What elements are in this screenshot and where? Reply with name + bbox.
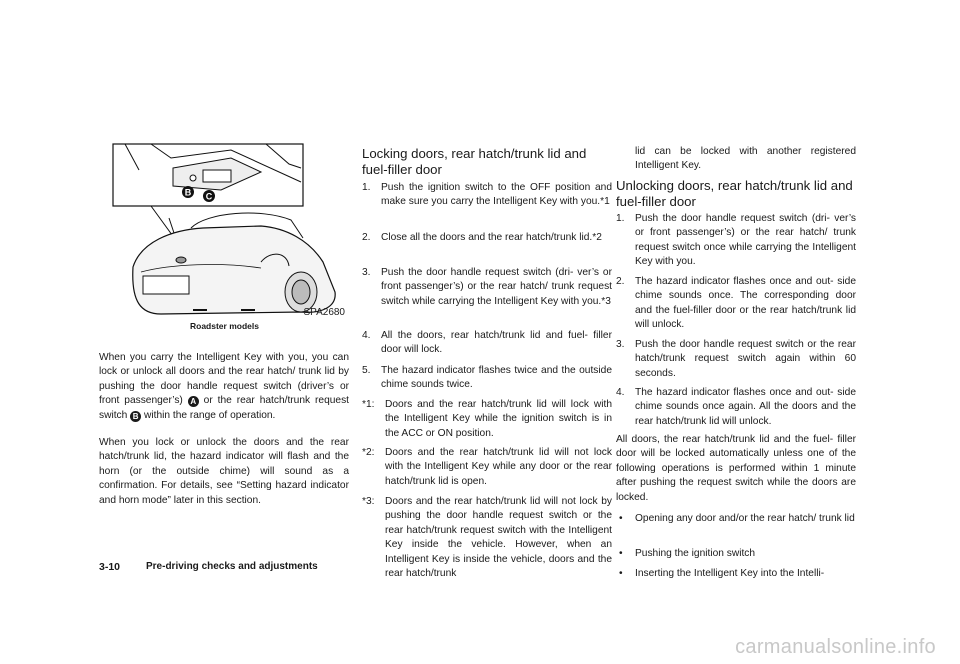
step-text: The hazard indicator flashes once and out- side chime sounds once. The corresponding door and the fuel-filler door or the rear hatch/trunk lid will unlock.: [635, 276, 856, 331]
bullet-text: Pushing the ignition switch: [635, 548, 756, 559]
bullet-text: Opening any door and/or the rear hatch/ trunk lid: [635, 513, 855, 524]
car-rear-illustration: [111, 142, 347, 320]
step-text: Push the door handle request switch or the rear hatch/trunk request switch again within 60 seconds.: [635, 339, 856, 379]
step-text: Push the ignition switch to the OFF position and make sure you carry the Intelligent Key with you.*1: [381, 182, 612, 208]
col1-p1-text-c: within the range of operation.: [144, 409, 276, 421]
bullet-icon: •: [619, 513, 623, 524]
section-title: Pre-driving checks and adjustments: [146, 561, 318, 572]
callout-b-badge: B: [130, 411, 141, 422]
step-number: 4.: [616, 387, 625, 398]
col1-p1-text-a: When you carry the Intelligent Key with you, you can lock or unlock all doors and the rear hatch/ trunk lid by pushing the door handle request switch (driver’s or front passenger’s): [99, 352, 349, 407]
callout-a-badge: A: [188, 396, 199, 407]
note-text: Doors and the rear hatch/trunk lid will not lock with the Intelligent Key while any door or the rear hatch/trunk lid is open.: [385, 447, 612, 487]
watermark: carmanualsonline.info: [735, 636, 936, 658]
locking-heading: Locking doors, rear hatch/trunk lid and fuel-filler door: [362, 146, 587, 177]
col1-p1-text-b: or the rear hatch/trunk request switch: [99, 395, 349, 421]
note-text: Doors and the rear hatch/trunk lid will not lock by pushing the door handle request switch or the rear hatch/trunk request switch with the Intelligent Key inside the vehicle. However, when an Intelligent Key is inside the vehicle, doors and the rear hatch/trunk: [385, 496, 612, 580]
step-text: Push the door handle request switch (dri- ver’s or front passenger’s) or the rear hatch/ trunk request switch while carrying the Intelligent Key with you.*3: [381, 267, 612, 307]
step-text: All the doors, rear hatch/trunk lid and fuel- filler door will lock.: [381, 330, 612, 356]
note-number: *2:: [362, 447, 375, 458]
svg-text:B: B: [184, 187, 192, 198]
step-text: Push the door handle request switch (dri- ver’s or front passenger’s) or the rear hatch/ trunk request switch once while carrying the Intelligent Key with you.: [635, 213, 856, 268]
step-number: 1.: [616, 213, 625, 224]
auto-lock-paragraph: All doors, the rear hatch/trunk lid and the fuel- filler door will be locked automatically unless one of the following operations is performed within 1 minute after pushing the request switch while the doors are locked.: [616, 434, 856, 503]
roadster-illustration: [111, 142, 347, 320]
step-number: 3.: [616, 339, 625, 350]
step-text: Close all the doors and the rear hatch/trunk lid.*2: [381, 232, 602, 243]
bullet-icon: •: [619, 548, 623, 559]
continued-text: lid can be locked with another registered Intelligent Key.: [635, 146, 856, 172]
svg-text:C: C: [205, 191, 213, 202]
step-number: 2.: [362, 232, 371, 243]
page-number: 3-10: [99, 561, 121, 573]
col1-paragraph-2: When you lock or unlock the doors and the rear hatch/trunk lid, the hazard indicator will flash and the horn (or the outside chime) will sound as a confirmation. For details, see “Setting hazard indicator and horn mode” later in this section.: [99, 437, 349, 506]
figure-code: SPA2680: [303, 307, 345, 318]
step-number: 2.: [616, 276, 625, 287]
step-number: 1.: [362, 182, 371, 193]
unlocking-heading: Unlocking doors, rear hatch/trunk lid and fuel-filler door: [616, 178, 853, 209]
col1-paragraph-1: [99, 351, 349, 423]
note-number: *1:: [362, 399, 375, 410]
step-number: 4.: [362, 330, 371, 341]
step-number: 3.: [362, 267, 371, 278]
figure-caption: Roadster models: [190, 321, 259, 331]
step-text: The hazard indicator flashes twice and the outside chime sounds twice.: [381, 365, 612, 391]
step-number: 5.: [362, 365, 371, 376]
step-text: The hazard indicator flashes once and out- side chime sounds once again. All the doors and the rear hatch/trunk lid will unlock.: [635, 387, 856, 427]
note-number: *3:: [362, 496, 375, 507]
note-text: Doors and the rear hatch/trunk lid will lock with the Intelligent Key while the ignition switch is in the ACC or ON position.: [385, 399, 612, 439]
bullet-icon: •: [619, 568, 623, 579]
bullet-text: Inserting the Intelligent Key into the Intelli-: [635, 568, 825, 579]
